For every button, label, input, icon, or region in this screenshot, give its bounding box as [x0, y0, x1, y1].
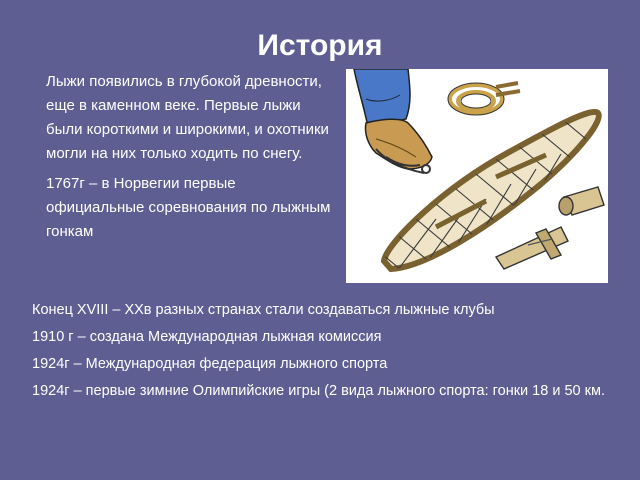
trouser-leg	[354, 69, 410, 127]
intro-paragraph-ancient-skis: Лыжи появились в глубокой древности, еще в каменном веке. Первые лыжи были короткими и широкими, и охотники могли на них только ходить по снегу.	[46, 73, 329, 162]
event-1910-commission: 1910 г – создана Международная лыжная комиссия	[32, 329, 382, 345]
boot	[365, 119, 432, 169]
intro-text	[46, 70, 336, 250]
event-1924-olympics: 1924г – первые зимние Олимпийские игры (2 вида лыжного спорта: гонки 18 и 50 км.	[32, 383, 605, 399]
event-ski-clubs: Конец XVIII – XXв разных странах стали создаваться лыжные клубы	[32, 302, 495, 318]
intro-paragraph-1767: 1767г – в Норвегии первые официальные соревнования по лыжным гонкам	[46, 175, 331, 240]
snowshoe-illustration	[346, 69, 608, 283]
rope-coil	[450, 85, 502, 113]
slide-title: История	[257, 29, 383, 62]
history-events	[32, 300, 622, 408]
event-1924-federation: 1924г – Международная федерация лыжного спорта	[32, 356, 388, 372]
